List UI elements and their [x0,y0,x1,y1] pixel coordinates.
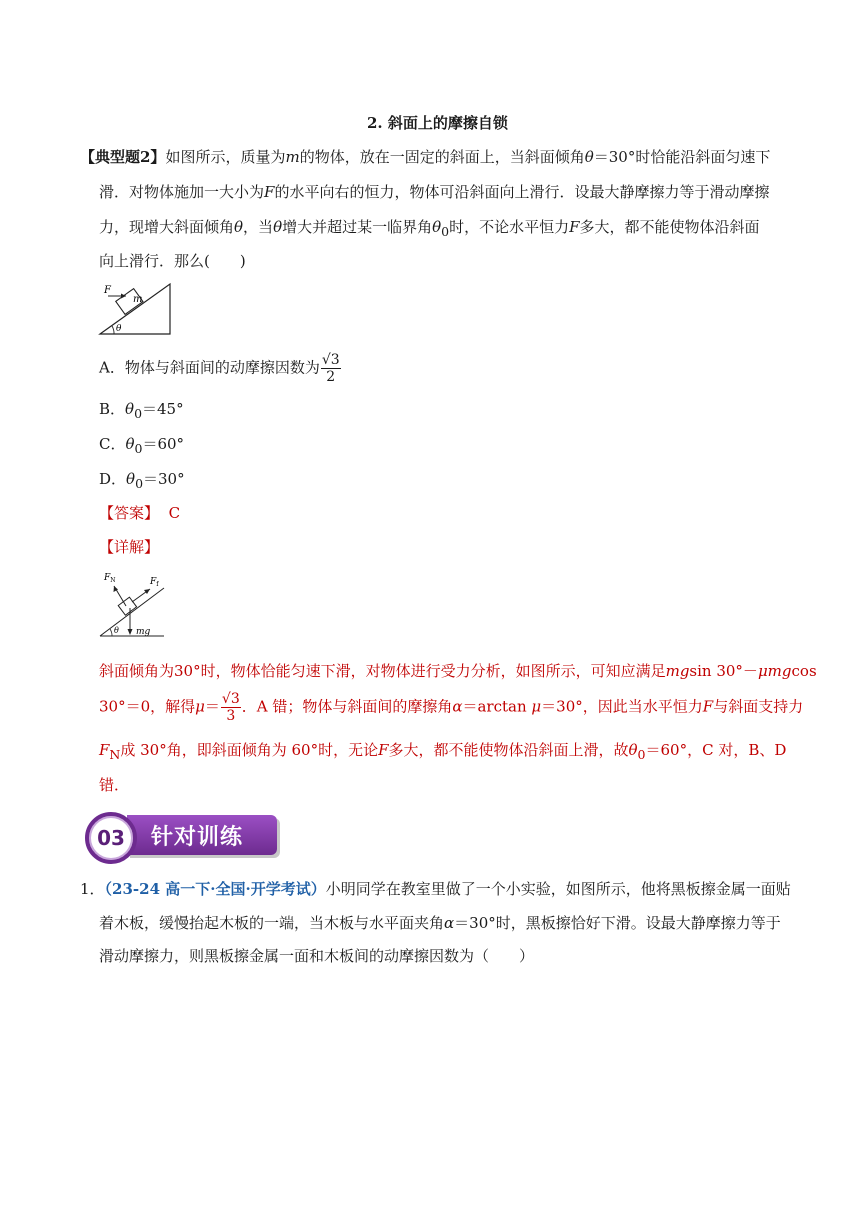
force-label: F [104,285,111,296]
section-title: 2. 斜面上的摩擦自锁 [367,114,508,132]
badge-title: 针对训练 [127,815,277,855]
angle-label-2: θ [114,626,119,635]
example-tag: 【典型题2】 [80,148,166,166]
section-badge [85,810,285,860]
explanation-line-4: 错． [99,776,130,794]
exercise-source: （23-24 高一下·全国·开学考试） [104,880,326,898]
mass-label: m [133,294,143,305]
option-a: A．物体与斜面间的动摩擦因数为 $\frac{√3}{2}$ [99,352,340,385]
normal-force-label: $F_N$ [104,573,116,584]
fraction-sqrt3-over-2: $\frac{√3}{2}$ [321,352,340,385]
example-line-2: 滑．对物体施加一大小为F的水平向右的恒力，物体可沿斜面向上滑行．设最大静摩擦力等于滑动摩擦 [99,183,770,201]
friction-force-label: $F_f$ [150,577,159,588]
angle-label: θ [116,324,122,334]
explanation-line-3: $F_N$成 30°角，即斜面倾角为 60°时，无论F多大，都不能使物体沿斜面上滑，故$\theta_0=60^\circ$，C 对，B、D [99,741,787,762]
explain-label: 【详解】 [99,538,160,556]
example-line-3: 力，现增大斜面倾角θ，当θ增大并超过某一临界角$\theta_0$时，不论水平恒力F多大，都不能使物体沿斜面 [99,218,760,239]
option-b: B．$\theta_0=45^\circ$ [99,400,184,421]
exercise-line-3: 滑动摩擦力，则黑板擦金属一面和木板间的动摩擦因数为（ ） [99,947,535,965]
explanation-line-2: 30°＝0，解得μ＝ $\frac{√3}{3}$ ．A 错；物体与斜面间的摩擦角α＝arctan μ＝30°，因此当水平恒力F与斜面支持力 [99,691,804,724]
incline-figure [98,282,176,338]
option-d: D．$\theta_0=30^\circ$ [99,470,185,491]
fraction-sqrt3-over-3: $\frac{√3}{3}$ [221,691,240,724]
explanation-line-1: 斜面倾角为30°时，物体恰能匀速下滑，对物体进行受力分析，如图所示，可知应满足mgsin 30°－μmgcos [99,662,817,680]
exercise-line-2: 着木板，缓慢抬起木板的一端，当木板与水平面夹角α＝30°时，黑板擦恰好下滑。设最大静摩擦力等于 [99,914,781,932]
badge-number: 03 [85,812,137,864]
option-c: C．$\theta_0=60^\circ$ [99,435,185,456]
exercise-line-1: 1．（23-24 高一下·全国·开学考试）小明同学在教室里做了一个小实验，如图所示，他将黑板擦金属一面贴 [80,880,791,898]
force-diagram [98,568,168,640]
example-line-4: 向上滑行．那么( ) [99,252,246,270]
answer: 【答案】 C [99,504,181,522]
gravity-label: mg [136,627,151,637]
example-line-1: 【典型题2】如图所示，质量为m的物体，放在一固定的斜面上，当斜面倾角θ＝30°时恰能沿斜面匀速下 [80,148,771,166]
